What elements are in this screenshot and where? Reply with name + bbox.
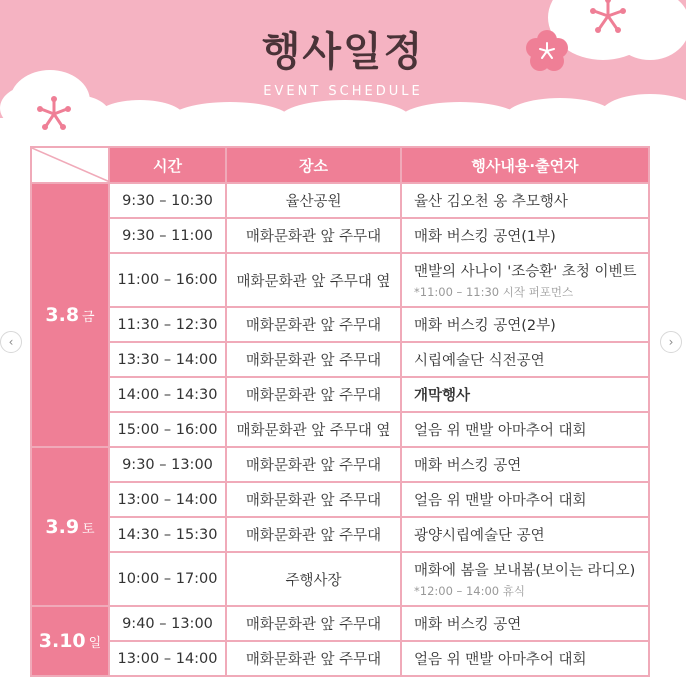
day-date-cell: [31, 447, 109, 606]
time-cell: 15:00 – 16:00: [109, 412, 226, 447]
cloud-decoration: [505, 98, 615, 136]
program-cell: [401, 552, 649, 606]
table-row: [31, 447, 649, 482]
table-row: [31, 253, 649, 307]
table-row: [31, 342, 649, 377]
program-cell: 시립예술단 식전공연: [401, 342, 649, 377]
place-cell: 율산공원: [226, 183, 401, 218]
place-cell: 매화문화관 앞 주무대: [226, 307, 401, 342]
program-text: 맨발의 사나이 '조승환' 초청 이벤트: [414, 264, 637, 280]
schedule-table: [30, 146, 650, 677]
place-cell: 매화문화관 앞 주무대: [226, 606, 401, 641]
program-cell: 매화 버스킹 공연: [401, 447, 649, 482]
program-cell: 광양시립예술단 공연: [401, 517, 649, 552]
chevron-right-icon[interactable]: ›: [660, 331, 682, 353]
place-cell: 주행사장: [226, 552, 401, 606]
table-row: [31, 517, 649, 552]
place-cell: 매화문화관 앞 주무대: [226, 517, 401, 552]
place-cell: 매화문화관 앞 주무대: [226, 377, 401, 412]
time-cell: 9:30 – 11:00: [109, 218, 226, 253]
cloud-decoration: [600, 94, 686, 136]
place-cell: 매화문화관 앞 주무대 옆: [226, 253, 401, 307]
cloud-decoration: [170, 102, 290, 136]
time-cell: 9:30 – 13:00: [109, 447, 226, 482]
program-cell: 매화 버스킹 공연(2부): [401, 307, 649, 342]
header-banner: [0, 0, 686, 118]
time-cell: 9:40 – 13:00: [109, 606, 226, 641]
time-cell: 13:00 – 14:00: [109, 482, 226, 517]
column-header-place: 장소: [226, 147, 401, 183]
time-cell: 13:00 – 14:00: [109, 641, 226, 676]
program-note: *12:00 – 14:00 휴식: [414, 584, 525, 598]
cloud-decoration: [400, 102, 520, 136]
table-row: [31, 218, 649, 253]
program-cell: 율산 김오천 옹 추모행사: [401, 183, 649, 218]
program-cell: [401, 253, 649, 307]
place-cell: 매화문화관 앞 주무대: [226, 641, 401, 676]
column-header-program: 행사내용·출연자: [401, 147, 649, 183]
program-cell: 얼음 위 맨발 아마추어 대회: [401, 641, 649, 676]
program-cell: 얼음 위 맨발 아마추어 대회: [401, 482, 649, 517]
day-date-cell: [31, 183, 109, 447]
place-cell: 매화문화관 앞 주무대: [226, 482, 401, 517]
day-date: 3.10: [38, 630, 86, 652]
program-cell: 매화 버스킹 공연(1부): [401, 218, 649, 253]
column-header-time: 시간: [109, 147, 226, 183]
program-text: 매화에 봄을 보내봄(보이는 라디오): [414, 563, 636, 579]
header-corner-cell: [31, 147, 109, 183]
cloud-decoration: [280, 100, 410, 136]
table-row: [31, 183, 649, 218]
program-cell: 개막행사: [401, 377, 649, 412]
table-row: [31, 552, 649, 606]
page-subtitle: EVENT SCHEDULE: [263, 84, 423, 99]
page-title: 행사일정: [261, 29, 425, 75]
blossom-icon: [34, 94, 74, 134]
day-weekday: 일: [88, 636, 102, 651]
place-cell: 매화문화관 앞 주무대 옆: [226, 412, 401, 447]
table-row: [31, 412, 649, 447]
time-cell: 11:30 – 12:30: [109, 307, 226, 342]
time-cell: 14:00 – 14:30: [109, 377, 226, 412]
table-header-row: [31, 147, 649, 183]
table-row: [31, 377, 649, 412]
time-cell: 11:00 – 16:00: [109, 253, 226, 307]
place-cell: 매화문화관 앞 주무대: [226, 218, 401, 253]
time-cell: 13:30 – 14:00: [109, 342, 226, 377]
time-cell: 10:00 – 17:00: [109, 552, 226, 606]
program-cell: 얼음 위 맨발 아마추어 대회: [401, 412, 649, 447]
table-row: [31, 482, 649, 517]
day-date: 3.9: [45, 515, 80, 538]
time-cell: 14:30 – 15:30: [109, 517, 226, 552]
time-cell: 9:30 – 10:30: [109, 183, 226, 218]
program-cell: 매화 버스킹 공연: [401, 606, 649, 641]
day-weekday: 토: [82, 521, 95, 537]
day-weekday: 금: [82, 310, 95, 325]
table-row: [31, 307, 649, 342]
place-cell: 매화문화관 앞 주무대: [226, 342, 401, 377]
table-row: [31, 641, 649, 676]
day-date: 3.8: [45, 304, 80, 326]
table-row: [31, 606, 649, 641]
program-note: *11:00 – 11:30 시작 퍼포먼스: [414, 285, 574, 299]
place-cell: 매화문화관 앞 주무대: [226, 447, 401, 482]
chevron-left-icon[interactable]: ‹: [0, 331, 22, 353]
day-date-cell: [31, 606, 109, 676]
